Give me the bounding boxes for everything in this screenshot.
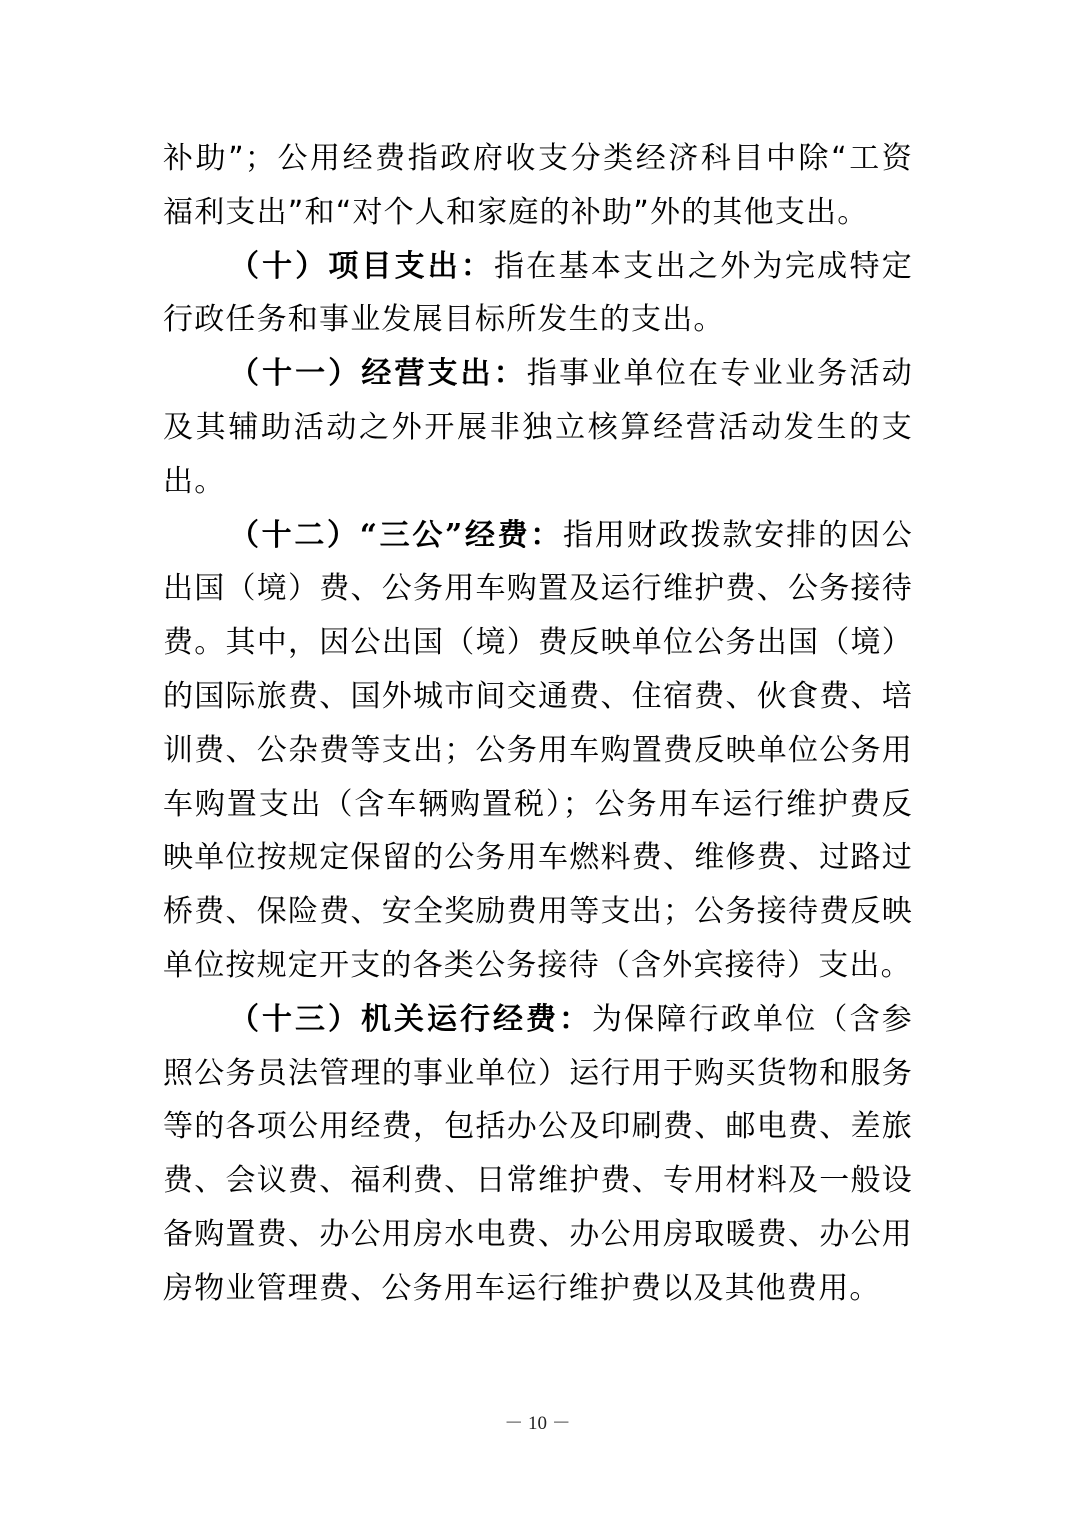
term-project-expenditure: （十）项目支出：: [229, 248, 494, 284]
term-three-public-expenses: （十二）“三公”经费：: [229, 517, 563, 553]
paragraph-item-10: [163, 240, 913, 348]
term-agency-operating-funds: （十三）机关运行经费：: [229, 1001, 592, 1037]
paragraph-item-12: [163, 509, 913, 993]
paragraph-item-13: [163, 993, 913, 1316]
term-operating-expenditure: （十一）经营支出：: [229, 356, 527, 392]
paragraph-text: 补助”；公用经费指政府收支分类经济科目中除“工资福利支出”和“对个人和家庭的补助”外的其他支出。: [163, 141, 913, 230]
paragraph-text: 指事业单位在专业业务活动及其辅助活动之外开展非独立核算经营活动发生的支出。: [163, 356, 913, 499]
document-body: [163, 132, 913, 1316]
paragraph-item-11: [163, 347, 913, 508]
paragraph-text: 指用财政拨款安排的因公出国（境）费、公务用车购置及运行维护费、公务接待费。其中，因公出国（境）费反映单位公务出国（境）的国际旅费、国外城市间交通费、住宿费、伙食费、培训费、公杂费等支出；公务用车购置费反映单位公务用车购置支出（含车辆购置税）；公务用车运行维护费反映单位按规定保留的公务用车燃料费、维修费、过路过桥费、保险费、安全奖励费用等支出；公务接待费反映单位按规定开支的各类公务接待（含外宾接待）支出。: [163, 517, 914, 983]
paragraph-continuation: [163, 132, 913, 240]
paragraph-text: 指在基本支出之外为完成特定行政任务和事业发展目标所发生的支出。: [163, 248, 914, 338]
paragraph-text: 为保障行政单位（含参照公务员法管理的事业单位）运行用于购买货物和服务等的各项公用经费，包括办公及印刷费、邮电费、差旅费、会议费、福利费、日常维护费、专用材料及一般设备购置费、办公用房水电费、办公用房取暖费、办公用房物业管理费、公务用车运行维护费以及其他费用。: [163, 1001, 913, 1306]
page-number: － 10 －: [504, 1413, 571, 1434]
